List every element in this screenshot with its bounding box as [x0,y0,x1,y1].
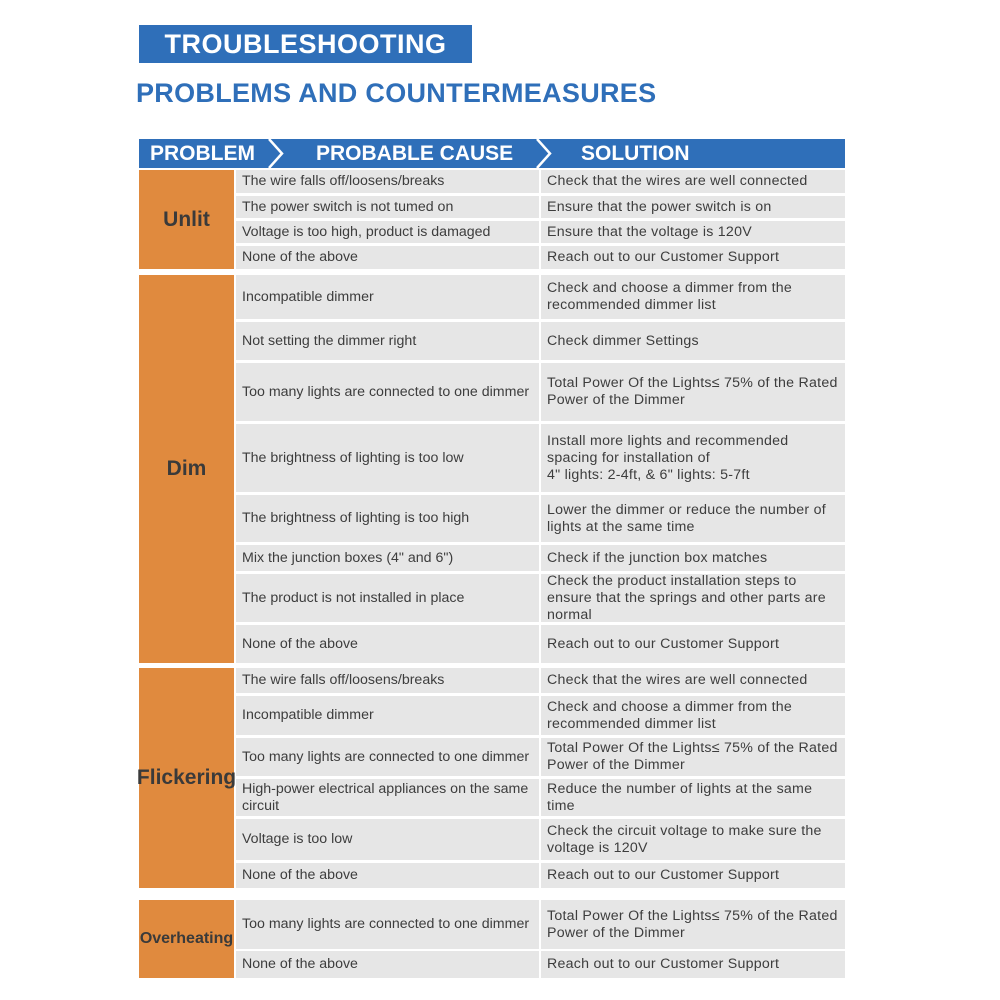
cause-cell: Incompatible dimmer [236,275,539,319]
table-row [236,322,845,360]
page-title: TROUBLESHOOTING [139,25,472,63]
solution-cell: Total Power Of the Lights≤ 75% of the Rated Power of the Dimmer [541,738,845,776]
table-row [236,738,845,776]
cause-cell: Incompatible dimmer [236,696,539,735]
table-row [236,363,845,421]
table-row [236,196,845,218]
table-row [236,545,845,571]
table-row [236,574,845,622]
table-row [236,779,845,816]
solution-cell: Reach out to our Customer Support [541,625,845,663]
cause-cell: Too many lights are connected to one dimmer [236,363,539,421]
table-row [236,951,845,978]
solution-cell: Check if the junction box matches [541,545,845,571]
cause-cell: High-power electrical appliances on the same circuit [236,779,539,816]
table-row [236,863,845,888]
problem-group [136,668,845,888]
solution-cell: Check the circuit voltage to make sure the voltage is 120V [541,819,845,860]
cause-cell: Voltage is too high, product is damaged [236,221,539,243]
cause-cell: Voltage is too low [236,819,539,860]
page-subtitle: PROBLEMS AND COUNTERMEASURES [136,78,657,108]
cause-cell: The power switch is not tumed on [236,196,539,218]
problem-group [139,170,845,269]
problem-group [139,275,845,663]
header-probable-cause: PROBABLE CAUSE [316,142,514,165]
solution-cell: Check and choose a dimmer from the recommended dimmer list [541,275,845,319]
cause-cell: Too many lights are connected to one dimmer [236,900,539,949]
problem-label: Unlit [139,170,234,269]
header-problem: PROBLEM [150,142,255,165]
solution-cell: Install more lights and recommended spacing for installation of 4" lights: 2-4ft, & 6" lights: 5-7ft [541,424,845,492]
solution-cell: Ensure that the voltage is 120V [541,221,845,243]
problem-group [139,900,845,978]
solution-cell: Check dimmer Settings [541,322,845,360]
table-row [236,900,845,949]
problem-label: Dim [139,275,234,663]
cause-cell: The brightness of lighting is too high [236,495,539,542]
cause-cell: Not setting the dimmer right [236,322,539,360]
table-row [236,275,845,319]
cause-cell: The brightness of lighting is too low [236,424,539,492]
solution-cell: Reach out to our Customer Support [541,246,845,269]
solution-cell: Check and choose a dimmer from the recommended dimmer list [541,696,845,735]
solution-cell: Reach out to our Customer Support [541,863,845,888]
solution-cell: Reach out to our Customer Support [541,951,845,978]
cause-cell: None of the above [236,246,539,269]
cause-cell: None of the above [236,951,539,978]
table-row [236,221,845,243]
cause-cell: Mix the junction boxes (4" and 6") [236,545,539,571]
cause-cell: The wire falls off/loosens/breaks [236,668,539,693]
solution-cell: Check that the wires are well connected [541,668,845,693]
cause-cell: None of the above [236,863,539,888]
table-row [236,625,845,663]
cause-cell: None of the above [236,625,539,663]
table-row [236,424,845,492]
table-row [236,246,845,269]
solution-cell: Check that the wires are well connected [541,170,845,193]
solution-cell: Total Power Of the Lights≤ 75% of the Rated Power of the Dimmer [541,363,845,421]
chevron-right-icon [265,139,287,168]
solution-cell: Total Power Of the Lights≤ 75% of the Rated Power of the Dimmer [541,900,845,949]
table-header [139,139,845,168]
cause-cell: Too many lights are connected to one dimmer [236,738,539,776]
solution-cell: Ensure that the power switch is on [541,196,845,218]
solution-cell: Lower the dimmer or reduce the number of lights at the same time [541,495,845,542]
problem-label: Overheating [139,900,234,978]
problem-label: Flickering [139,668,234,888]
cause-cell: The product is not installed in place [236,574,539,622]
table-row [236,170,845,193]
chevron-right-icon [533,139,555,168]
table-row [236,696,845,735]
table-row [236,495,845,542]
cause-cell: The wire falls off/loosens/breaks [236,170,539,193]
solution-cell: Check the product installation steps to ensure that the springs and other parts are normal [541,574,845,622]
solution-cell: Reduce the number of lights at the same time [541,779,845,816]
header-solution: SOLUTION [581,142,690,165]
table-row [236,668,845,693]
table-row [236,819,845,860]
